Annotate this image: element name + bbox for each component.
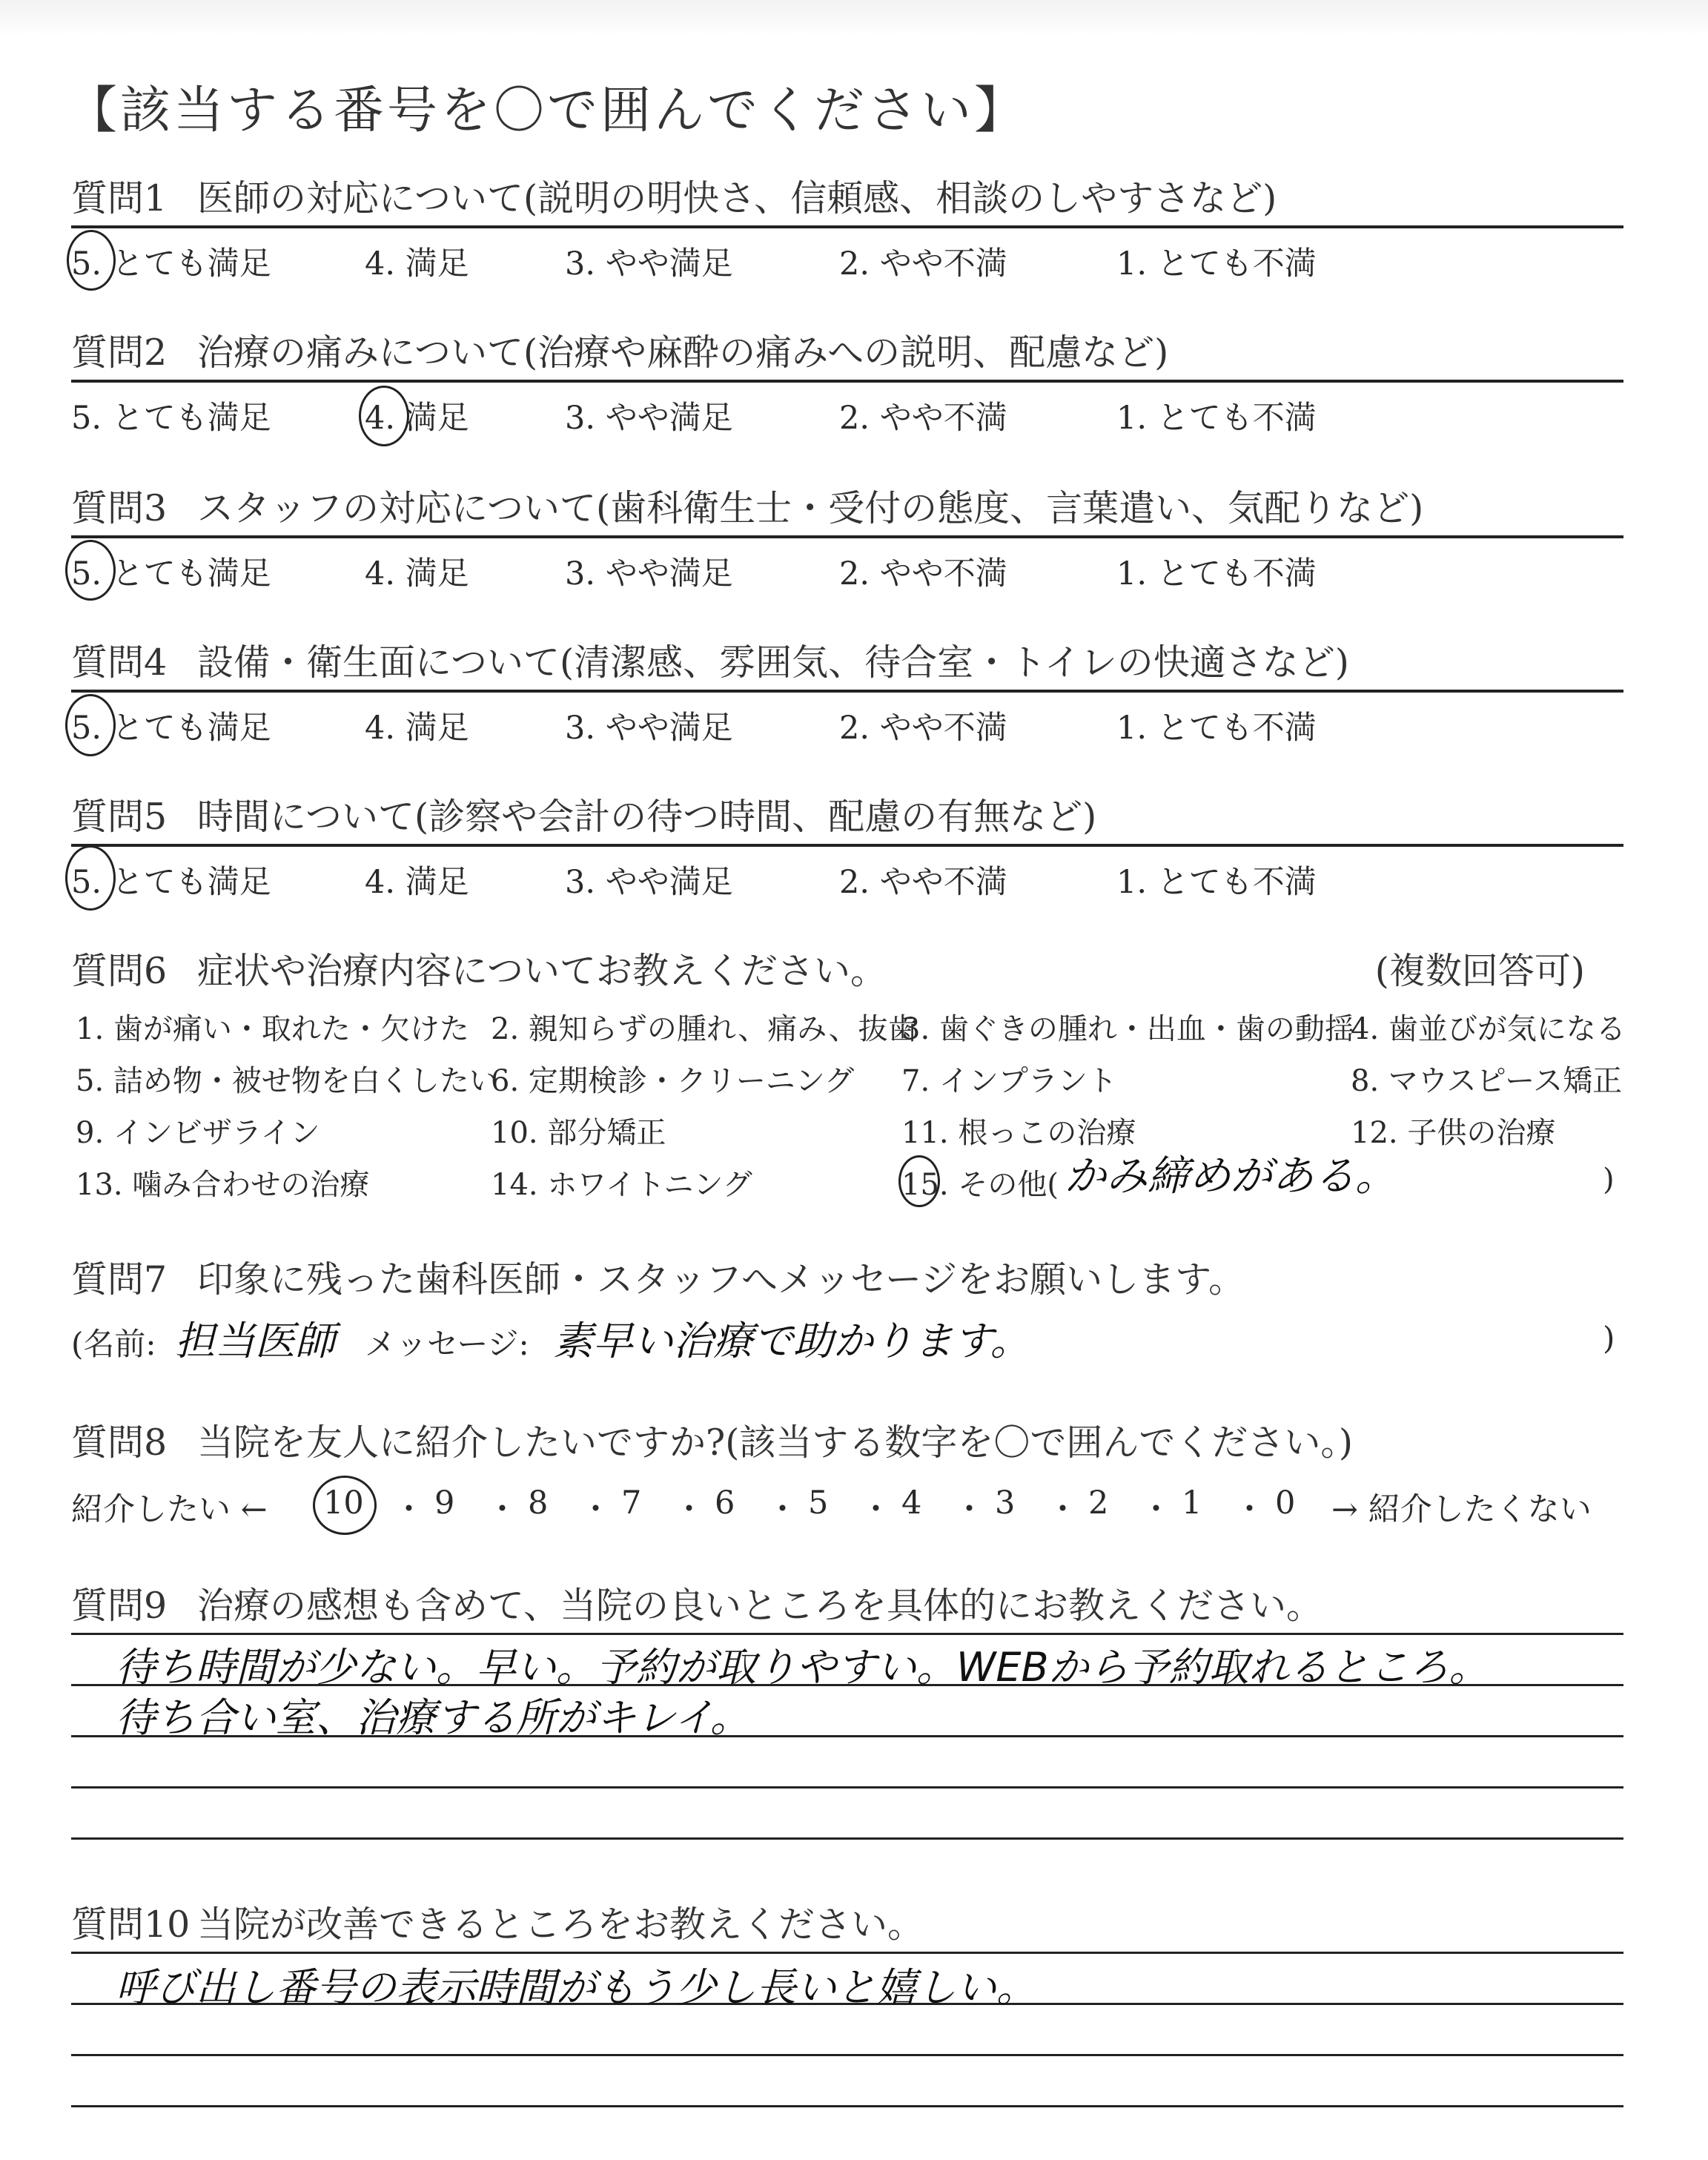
scan-top-edge [0, 0, 1708, 36]
question-8 [71, 1416, 1623, 1536]
question-9 [71, 1579, 1623, 1840]
ruled-line [71, 1837, 1623, 1840]
scale-5[interactable]: 5 [808, 1484, 829, 1522]
rating-3[interactable]: 3. やや満足 [565, 710, 733, 747]
ruled-line [71, 1633, 1623, 1635]
option-5[interactable]: 5. 詰め物・被せ物を白くしたい [76, 1064, 499, 1098]
selection-circle [359, 386, 409, 446]
rating-2[interactable]: 2. やや不満 [839, 555, 1007, 592]
page-title: 【該当する番号を〇で囲んでください】 [67, 82, 1028, 140]
ruled-line [71, 2054, 1623, 2056]
answer-line-2: 待ち合い室、治療する所がキレイ。 [116, 1694, 750, 1741]
question-number: 質問1 [71, 177, 168, 219]
rating-choices [71, 228, 1623, 288]
selection-circle [67, 230, 116, 291]
option-14[interactable]: 14. ホワイトニング [491, 1168, 752, 1202]
rating-5[interactable]: 5. とても満足 [71, 555, 271, 592]
question-5 [71, 790, 1623, 906]
question-6 [71, 945, 1626, 1206]
rating-3[interactable]: 3. やや満足 [565, 555, 733, 592]
rating-4[interactable]: 4. 満足 [365, 710, 469, 747]
scale-3[interactable]: 3 [995, 1484, 1016, 1522]
option-6[interactable]: 6. 定期検診・クリーニング [491, 1064, 855, 1098]
answer-lines [71, 1952, 1623, 2107]
ruled-line [71, 1952, 1623, 1954]
question-4 [71, 636, 1623, 752]
rating-5[interactable]: 5. とても満足 [71, 710, 271, 747]
selection-circle [65, 694, 116, 756]
scale-dot: ・ [953, 1491, 985, 1528]
rating-1[interactable]: 1. とても不満 [1116, 400, 1317, 437]
symptom-options [71, 998, 1626, 1206]
scale-dot: ・ [1234, 1491, 1265, 1528]
question-number: 質問2 [71, 331, 168, 374]
message-handwritten: 素早い治療で助かります。 [553, 1318, 1030, 1364]
option-12[interactable]: 12. 子供の治療 [1351, 1116, 1556, 1150]
question-text: 印象に残った歯科医師・スタッフへメッセージをお願いします。 [197, 1258, 1245, 1301]
question-text: スタッフの対応について(歯科衛生士・受付の態度、言葉遣い、気配りなど) [197, 487, 1424, 529]
scale-0[interactable]: 0 [1275, 1484, 1296, 1522]
answer-line-1: 待ち時間が少ない。早い。予約が取りやすい。WEBから予約取れるところ。 [116, 1644, 1489, 1691]
scale-10[interactable]: 10 [323, 1484, 364, 1522]
scale-dot: ・ [393, 1491, 425, 1528]
scale-right-label: → 紹介したくない [1331, 1491, 1592, 1528]
scale-dot: ・ [1047, 1491, 1079, 1528]
option-9[interactable]: 9. インビザライン [76, 1116, 320, 1150]
close-paren: ) [1603, 1320, 1615, 1356]
question-text: 時間について(診察や会計の待つ時間、配慮の有無など) [197, 796, 1097, 838]
selection-circle [65, 540, 116, 601]
rating-1[interactable]: 1. とても不満 [1116, 245, 1317, 283]
question-number: 質問3 [71, 487, 168, 529]
scale-dot: ・ [580, 1491, 612, 1528]
question-text: 当院を友人に紹介したいですか?(該当する数字を〇で囲んでください。) [197, 1421, 1354, 1464]
question-text: 治療の痛みについて(治療や麻酔の痛みへの説明、配慮など) [197, 331, 1169, 374]
question-number: 質問9 [71, 1585, 168, 1627]
scale-dot: ・ [486, 1491, 518, 1528]
rating-choices [71, 847, 1623, 906]
rating-choices [71, 693, 1623, 752]
message-label: メッセージ: [365, 1326, 529, 1362]
selection-circle [313, 1476, 377, 1535]
question-text: 治療の感想も含めて、当院の良いところを具体的にお教えください。 [197, 1585, 1323, 1627]
option-11[interactable]: 11. 根っこの治療 [901, 1116, 1136, 1150]
scale-4[interactable]: 4 [901, 1484, 922, 1522]
rating-1[interactable]: 1. とても不満 [1116, 555, 1317, 592]
rating-3[interactable]: 3. やや満足 [565, 864, 733, 901]
selection-circle [65, 845, 116, 911]
rating-4[interactable]: 4. 満足 [365, 864, 469, 901]
multiple-answer-note: (複数回答可) [1374, 950, 1585, 992]
other-close-paren: ) [1603, 1163, 1615, 1197]
question-2 [71, 326, 1623, 442]
rating-2[interactable]: 2. やや不満 [839, 245, 1007, 283]
question-number: 質問7 [71, 1258, 168, 1301]
rating-choices [71, 538, 1623, 598]
rating-choices [71, 383, 1623, 442]
option-7[interactable]: 7. インプラント [901, 1064, 1117, 1098]
question-text: 医師の対応について(説明の明快さ、信頼感、相談のしやすさなど) [197, 177, 1277, 219]
rating-5[interactable]: 5. とても満足 [71, 400, 271, 437]
option-1[interactable]: 1. 歯が痛い・取れた・欠けた [76, 1012, 469, 1046]
question-1 [71, 172, 1623, 288]
question-number: 質問5 [71, 796, 168, 838]
rating-4[interactable]: 4. 満足 [365, 400, 469, 437]
selection-circle [898, 1155, 940, 1207]
scale-7[interactable]: 7 [621, 1484, 642, 1522]
question-10 [71, 1898, 1623, 2107]
option-8[interactable]: 8. マウスピース矯正 [1351, 1064, 1623, 1098]
question-number: 質問10 [71, 1903, 191, 1946]
rating-4[interactable]: 4. 満足 [365, 555, 469, 592]
rating-5[interactable]: 5. とても満足 [71, 864, 271, 901]
message-row [71, 1307, 1623, 1366]
option-15[interactable]: 15. その他( [901, 1168, 1059, 1202]
rating-5[interactable]: 5. とても満足 [71, 245, 271, 283]
scale-left-label: 紹介したい ← [71, 1491, 268, 1528]
answer-lines [71, 1633, 1623, 1840]
question-text: 設備・衛生面について(清潔感、雰囲気、待合室・トイレの快適さなど) [197, 641, 1349, 684]
ruled-line [71, 2105, 1623, 2107]
question-text: 症状や治療内容についてお教えください。 [197, 950, 887, 992]
question-number: 質問6 [71, 950, 168, 992]
rating-2[interactable]: 2. やや不満 [839, 864, 1007, 901]
other-handwritten: かみ締めがある。 [1065, 1152, 1397, 1200]
rating-2[interactable]: 2. やや不満 [839, 400, 1007, 437]
rating-3[interactable]: 3. やや満足 [565, 400, 733, 437]
option-3[interactable]: 3. 歯ぐきの腫れ・出血・歯の動揺 [901, 1012, 1354, 1046]
scale-dot: ・ [673, 1491, 705, 1528]
name-handwritten: 担当医師 [175, 1318, 335, 1364]
question-number: 質問8 [71, 1421, 168, 1464]
option-10[interactable]: 10. 部分矯正 [491, 1116, 666, 1150]
rating-4[interactable]: 4. 満足 [365, 245, 469, 283]
scale-dot: ・ [767, 1491, 798, 1528]
scale-dot: ・ [860, 1491, 892, 1528]
rating-2[interactable]: 2. やや不満 [839, 710, 1007, 747]
rating-1[interactable]: 1. とても不満 [1116, 710, 1317, 747]
option-13[interactable]: 13. 噛み合わせの治療 [76, 1168, 370, 1202]
option-4[interactable]: 4. 歯並びが気になる [1351, 1012, 1626, 1046]
answer-line-1: 呼び出し番号の表示時間がもう少し長いと嬉しい。 [116, 1964, 1036, 2011]
question-7 [71, 1253, 1623, 1366]
scale-6[interactable]: 6 [715, 1484, 735, 1522]
question-3 [71, 482, 1623, 598]
scale-2[interactable]: 2 [1088, 1484, 1109, 1522]
name-label: (名前: [71, 1326, 156, 1362]
scale-8[interactable]: 8 [528, 1484, 549, 1522]
rating-3[interactable]: 3. やや満足 [565, 245, 733, 283]
scale-dot: ・ [1140, 1491, 1172, 1528]
scale-9[interactable]: 9 [434, 1484, 455, 1522]
rating-1[interactable]: 1. とても不満 [1116, 864, 1317, 901]
scale-1[interactable]: 1 [1182, 1484, 1202, 1522]
question-text: 当院が改善できるところをお教えください。 [197, 1903, 924, 1946]
question-number: 質問4 [71, 641, 168, 684]
recommend-scale [71, 1470, 1623, 1536]
ruled-line [71, 1786, 1623, 1789]
option-2[interactable]: 2. 親知らずの腫れ、痛み、抜歯 [491, 1012, 918, 1046]
